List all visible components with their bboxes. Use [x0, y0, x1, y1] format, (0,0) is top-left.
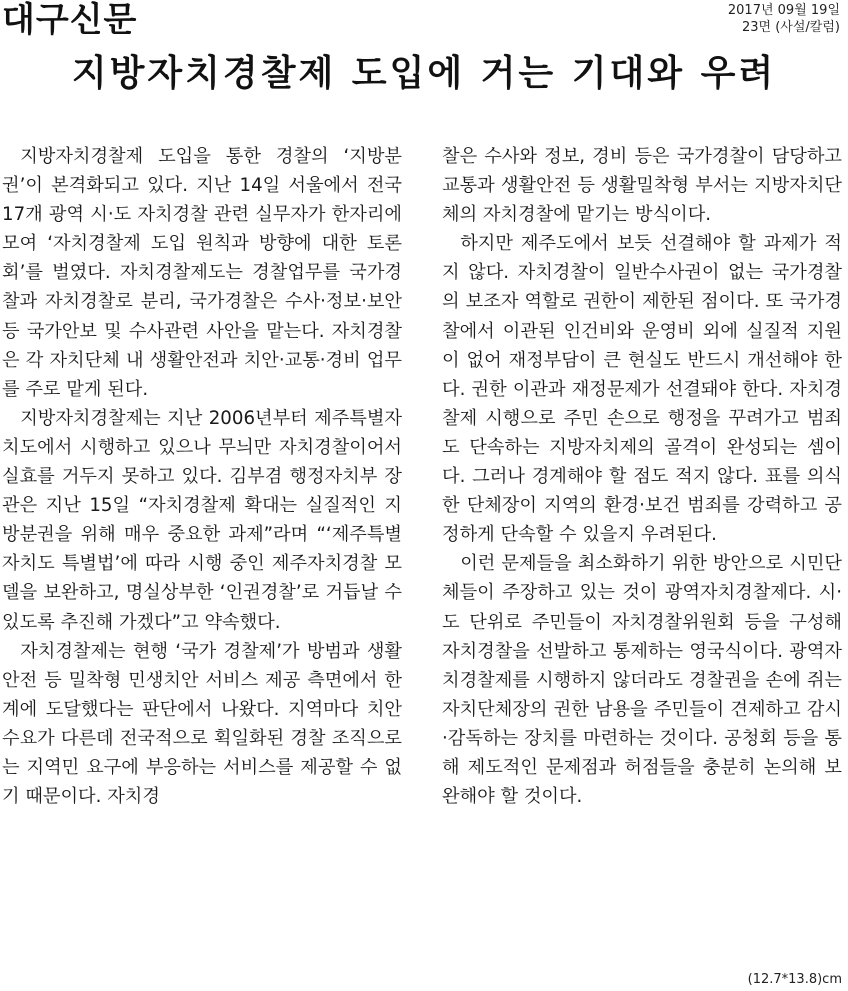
paragraph: 찰은 수사와 정보, 경비 등은 국가경찰이 담당하고 교통과 생활안전 등 생활밀착형 부서는 지방자치단체의 자치경찰에 맡기는 방식이다.: [442, 146, 842, 226]
article-column-left: [2, 142, 402, 811]
paragraph: 지방자치경찰제 도입을 통한 경찰의 ‘지방분권’이 본격화되고 있다. 지난 14일 서울에서 전국 17개 광역 시·도 자치경찰 관련 실무자가 한자리에 모여 ‘자치경찰제 도입 원칙과 방향에 대한 토론회’를 벌였다. 자치경찰제도는 경찰업무를 국가경찰과 자치경찰로 분리, 국가경찰은 수사·정보·보안 등 국가안보 및 수사관련 사안을 맡는다. 자치경찰은 각 자치단체 내 생활안전과 치안·교통·경비 업무를 주로 맡게 된다.: [2, 146, 402, 400]
article-column-right: [442, 142, 842, 811]
publication-section: 23면 (사설/칼럼): [742, 20, 840, 35]
publication-date: 2017년 09월 19일: [727, 3, 840, 18]
article-headline: 지방자치경찰제 도입에 거는 기대와 우려: [71, 53, 777, 94]
newspaper-masthead: 대구신문: [2, 0, 138, 40]
publication-info: [728, 2, 840, 36]
paragraph: 이런 문제들을 최소화하기 위한 방안으로 시민단체들이 주장하고 있는 것이 광역자치경찰제다. 시·도 단위로 주민들이 자치경찰위원회 등을 구성해 자치경찰을 선발하고 통제하는 영국식이다. 광역자치경찰제를 시행하지 않더라도 경찰권을 손에 쥐는 자치단체장의 권한 남용을 주민들이 견제하고 감시·감독하는 장치를 마련하는 것이다. 공청회 등을 통해 제도적인 문제점과 허점들을 충분히 논의해 보완해야 할 것이다.: [442, 553, 842, 808]
article-size-note: (12.7*13.8)cm: [747, 972, 842, 987]
paragraph: 자치경찰제는 현행 ‘국가 경찰제’가 방범과 생활안전 등 밀착형 민생치안 서비스 제공 측면에서 한계에 도달했다는 판단에서 나왔다. 지역마다 치안수요가 다른데 전국적으로 획일화된 경찰 조직으로는 지역민 요구에 부응하는 서비스를 제공할 수 없기 때문이다. 자치경: [2, 640, 402, 808]
paragraph: 지방자치경찰제는 지난 2006년부터 제주특별자치도에서 시행하고 있으나 무늬만 자치경찰이어서 실효를 거두지 못하고 있다. 김부겸 행정자치부 장관은 지난 15일 “자치경찰제 확대는 실질적인 지방분권을 위해 매우 중요한 과제”라며 “‘제주특별자치도 특별법’에 따라 시행 중인 제주자치경찰 모델을 보완하고, 명실상부한 ‘인권경찰’로 거듭날 수 있도록 추진해 가겠다”고 약속했다.: [2, 407, 402, 633]
paragraph: 하지만 제주도에서 보듯 선결해야 할 과제가 적지 않다. 자치경찰이 일반수사권이 없는 국가경찰의 보조자 역할로 권한이 제한된 점이다. 또 국가경찰에서 이관된 인건비와 운영비 외에 실질적 지원이 없어 재정부담이 큰 현실도 반드시 개선해야 한다. 권한 이관과 재정문제가 선결돼야 한다. 자치경찰제 시행으로 주민 손으로 행정을 꾸려가고 범죄도 단속하는 지방자치제의 골격이 완성되는 셈이다. 그러나 경계해야 할 점도 적지 않다. 표를 의식한 단체장이 지역의 환경·보건 범죄를 강력하고 공정하게 단속할 수 있을지 우려된다.: [442, 233, 842, 546]
